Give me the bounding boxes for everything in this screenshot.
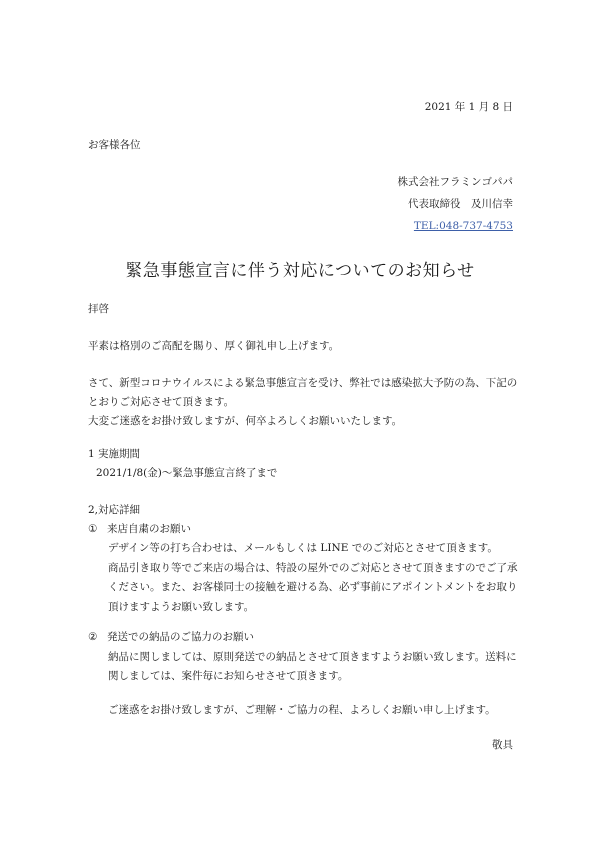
item-1-number: ① [88, 523, 98, 535]
company-name: 株式会社フラミンゴパパ [397, 176, 513, 188]
section-details [88, 501, 518, 617]
paragraph-2-line-2: とおりご対応させて頂きます。 [88, 396, 235, 408]
paragraph-1: 平素は格別のご高配を賜り、厚く御礼申し上げます。 [88, 340, 340, 352]
item-2 [88, 628, 517, 687]
item-2-number: ② [88, 631, 98, 643]
item-2-heading [88, 628, 517, 648]
item-1-line-3: ください。また、お客様同士の接触を避ける為、必ず事前にアポイントメントをお取り [108, 581, 518, 593]
tel-link[interactable]: TEL:048-737-4753 [413, 220, 513, 232]
item-1-heading [88, 520, 518, 539]
paragraph-2 [88, 374, 518, 431]
closing-paragraph: ご迷惑をお掛け致しますが、ご理解・ご協力の程、よろしくお願い申し上げます。 [108, 704, 496, 716]
item-2-body [88, 648, 517, 687]
section-1-heading: 1 実施期間 [88, 448, 141, 460]
item-1-body [88, 539, 518, 617]
page-title: 緊急事態宣言に伴う対応についてのお知らせ [125, 261, 475, 281]
representative: 代表取締役 及川信幸 [408, 198, 513, 210]
paragraph-3: 大変ご迷惑をお掛け致しますが、何卒よろしくお願いいたします。 [88, 415, 403, 427]
letter-date: 2021 年 1 月 8 日 [424, 101, 513, 113]
item-1-title: 来店自粛のお願い [107, 523, 191, 535]
item-1-line-4: 頂けますようお願い致します。 [108, 600, 255, 613]
recipient: お客様各位 [88, 139, 141, 151]
item-2-line-1: 納品に関しましては、原則発送での納品とさせて頂きますようお願い致します。送料に [108, 650, 517, 663]
sender-block [398, 171, 514, 237]
greeting: 拝啓 [88, 303, 109, 315]
paragraph-2-line-1: さて、新型コロナウイルスによる緊急事態宣言を受け、弊社では感染拡大予防の為、下記の [88, 377, 518, 389]
item-1-line-1: デザイン等の打ち合わせは、メールもしくは LINE でのご対応とさせて頂きます。 [108, 542, 498, 554]
section-1-content: 2021/1/8(金)～緊急事態宣言終了まで [96, 467, 278, 479]
item-1-line-2: 商品引き取り等でご来店の場合は、特設の屋外でのご対応とさせて頂きますのでご了承 [108, 561, 518, 574]
closing-word: 敬具 [492, 739, 513, 751]
section-implementation-period [88, 445, 277, 483]
item-2-title: 発送での納品のご協力のお願い [107, 631, 254, 643]
section-2-heading: 2,対応詳細 [88, 504, 141, 516]
item-2-line-2: 関しましては、案件毎にお知らせさせて頂きます。 [108, 670, 349, 682]
